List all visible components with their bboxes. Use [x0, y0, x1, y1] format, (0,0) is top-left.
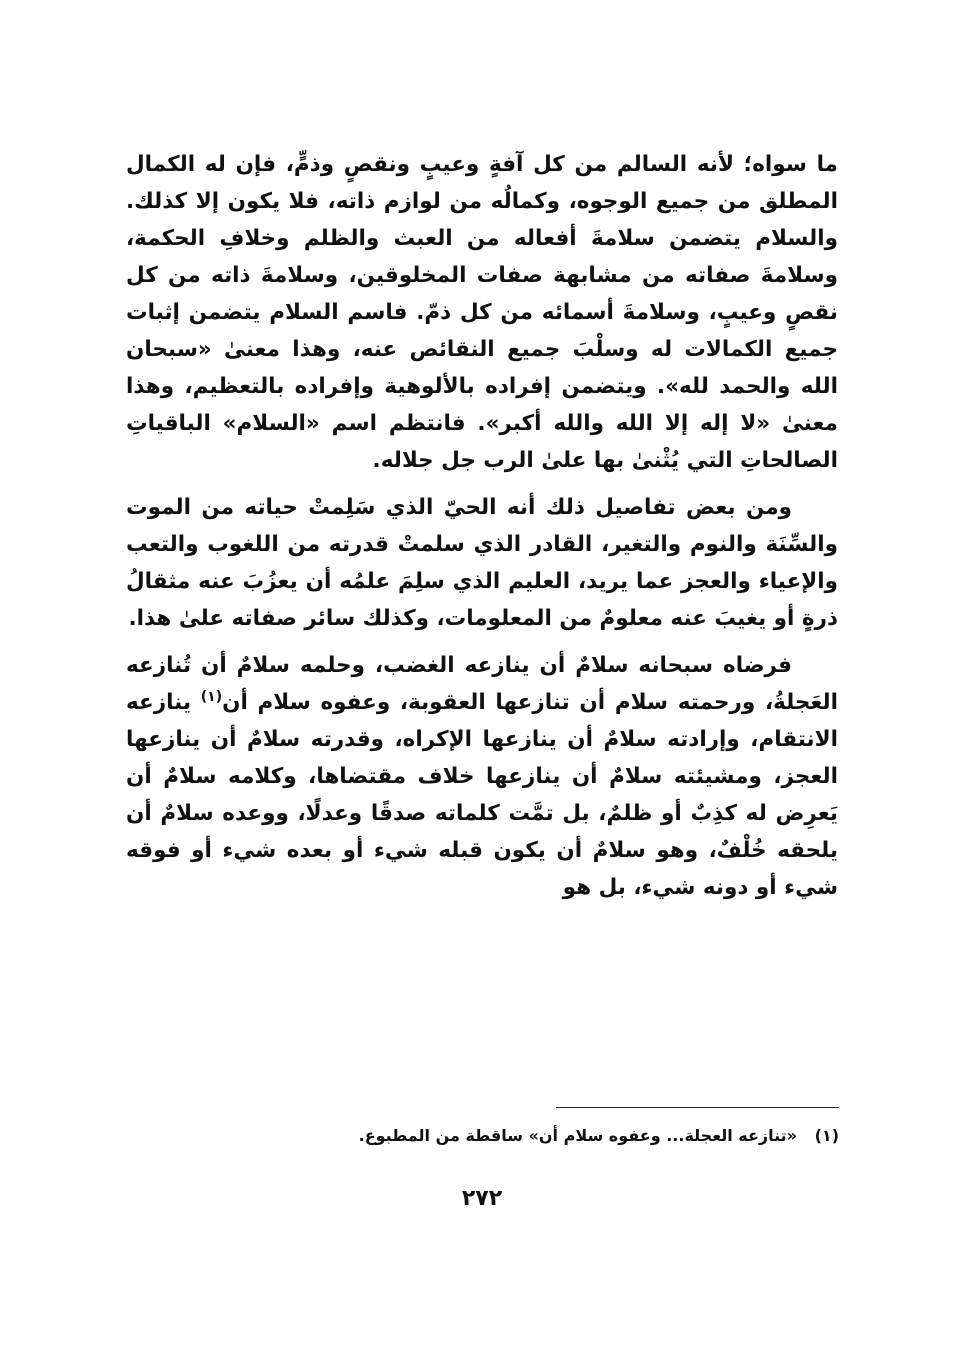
footnote-text: «تنازعه العجلة... وعفوه سلام أن» ساقطة من المطبوع. — [358, 1126, 798, 1145]
line: يتضمن سلامةَ أفعاله من العبث والظلم وخلافِ الحكمة، وسلامةَ صفاته — [126, 226, 838, 288]
line: «السلام» الباقياتِ الصالحاتِ التي يُثْنىٰ بها علىٰ الرب جل جلاله. — [126, 411, 838, 473]
line: والإعياء والعجز عما يريد، العليم الذي سلِمَ علمُه أن يعزُبَ عنه مثقالُ ذرةٍ — [126, 569, 838, 631]
line: الانتقام، وإرادته سلامٌ أن ينازعها الإكراه، وقدرته سلامٌ أن ينازعها العجز، — [126, 727, 838, 789]
line: من مشابهة صفات المخلوقين، وسلامةَ ذاته من كل نقصٍ وعيبٍ، وسلامةَ — [126, 263, 838, 325]
line: ومن بعض تفاصيل ذلك أنه الحيّ الذي سَلِمتْ حياته من الموت — [126, 495, 792, 520]
line: والسِّنَة والنوم والتغير، القادر الذي سلمتْ قدرته من اللغوب والتعب — [126, 532, 838, 557]
footnote-number: (١) — [814, 1126, 839, 1145]
line: ينازعه — [126, 690, 201, 715]
paragraph-1 — [126, 146, 838, 479]
page-number: ٢٧٢ — [461, 1186, 503, 1211]
line: العَجلةُ، ورحمته سلام أن تنازعها العقوبة، وعفوه سلام أن — [222, 690, 838, 715]
line: أسمائه من كل ذمّ. فاسم السلام يتضمن إثبات جميع الكمالات له وسلْبَ — [126, 300, 838, 362]
line: أو يغيبَ عنه معلومٌ من المعلومات، وكذلك سائر صفاته علىٰ هذا. — [128, 606, 795, 631]
line: سلامٌ أن يكون قبله شيء أو بعده شيء أو فوقه شيء أو دونه شيء، بل هو — [126, 838, 838, 900]
footnote — [300, 1122, 839, 1150]
line: من جميع الوجوه، وكمالُه من لوازم ذاته، فلا يكون إلا كذلك. والسلام — [126, 189, 838, 251]
footnote-separator — [556, 1107, 839, 1108]
line: ما سواه؛ لأنه السالم من كل آفةٍ وعيبٍ ونقصٍ وذمٍّ، فإن له الكمال المطلق — [126, 152, 838, 214]
page-body — [126, 146, 838, 906]
line: بالألوهية وإفراده بالتعظيم، وهذا معنىٰ «لا إله إلا الله والله أكبر». فانتظم اسم — [126, 374, 838, 436]
line: فرضاه سبحانه سلامٌ أن ينازعه الغضب، وحلمه سلامٌ أن تُنازعه — [126, 653, 792, 678]
paragraph-2 — [126, 489, 838, 637]
line: ومشيئته سلامٌ أن ينازعها خلاف مقتضاها، وكلامه سلامٌ أن يَعرِض له كذِبٌ — [126, 764, 838, 826]
paragraph-3 — [126, 647, 838, 906]
footnote-reference[interactable]: (١) — [200, 688, 223, 705]
line: أو ظلمٌ، بل تمَّت كلماته صدقًا وعدلًا، ووعده سلامٌ أن يلحقه خُلْفٌ، وهو — [126, 801, 838, 863]
line: جميع النقائص عنه، وهذا معنىٰ «سبحان الله والحمد لله». ويتضمن إفراده — [126, 337, 838, 399]
